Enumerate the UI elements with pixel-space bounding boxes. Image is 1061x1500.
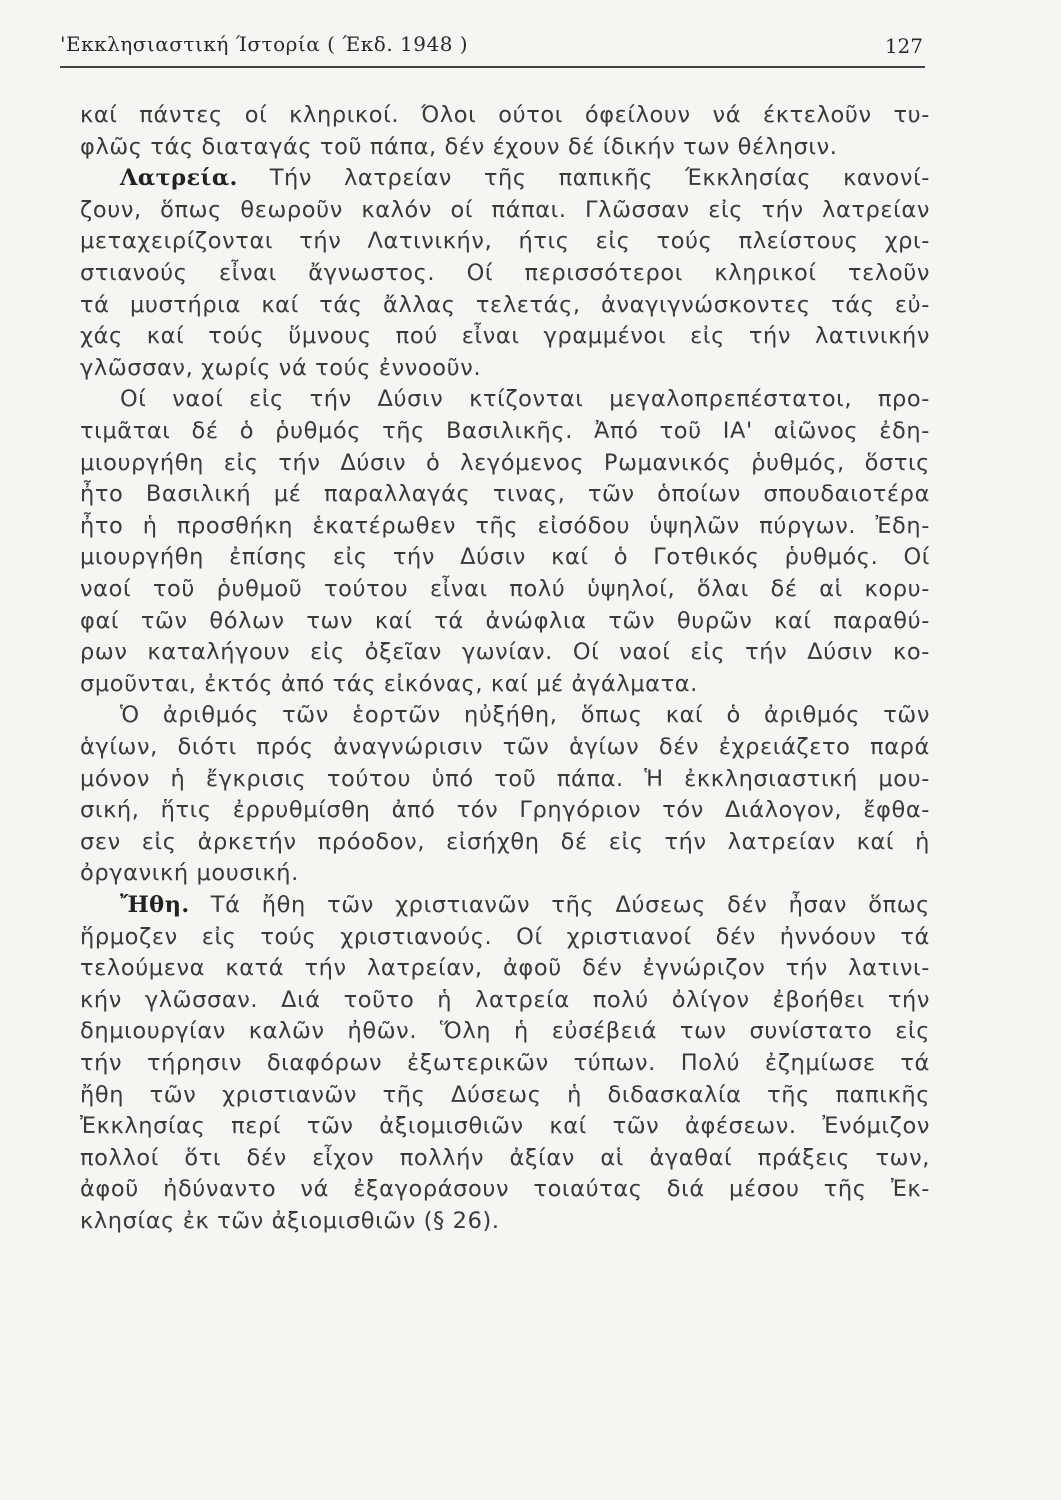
text-line: κλησίας ἐκ τῶν ἀξιομισθιῶν (§ 26). bbox=[80, 1208, 500, 1234]
text-line: καί πάντες οί κληρικοί. Όλοι ούτοι όφείλουν νά έκτελοῦν τυ- bbox=[80, 102, 930, 128]
text-line: χάς καί τούς ὕμνους πού εἶναι γραμμένοι εἰς τήν λατινικήν bbox=[80, 323, 930, 350]
text-line: σμοῦνται, ἐκτός ἀπό τάς εἰκόνας, καί μέ ἀγάλματα. bbox=[80, 670, 698, 697]
text-line: Ἤθη. Τά ἤθη τῶν χριστιανῶν τῆς Δύσεως δέν ἦσαν ὅπως bbox=[120, 892, 930, 918]
text-line: ἦτο Βασιλική μέ παραλλαγάς τινας, τῶν ὁποίων σπουδαιοτέρα bbox=[80, 481, 930, 508]
text-line: μόνον ἡ ἔγκρισις τούτου ὑπό τοῦ πάπα. Ἡ ἐκκλησιαστική μου- bbox=[80, 765, 930, 792]
section-rubric: Λατρεία. bbox=[120, 165, 238, 192]
text-line: γλῶσσαν, χωρίς νά τούς ἐννοοῦν. bbox=[80, 354, 482, 381]
section-rubric: Ἤθη. bbox=[120, 892, 190, 918]
page-number: 127 bbox=[884, 34, 923, 58]
text-line: ἦτο ἡ προσθήκη ἑκατέρωθεν τῆς εἰσόδου ὑψηλῶν πύργων. Ἐδη- bbox=[80, 512, 930, 539]
text-line: τήν τήρησιν διαφόρων ἐξωτερικῶν τύπων. Πολύ ἐζημίωσε τά bbox=[80, 1050, 930, 1076]
text-line: Ἐκκλησίας περί τῶν ἀξιομισθιῶν καί τῶν ἀφέσεων. Ἐνόμιζον bbox=[80, 1113, 930, 1140]
text-line: ναοί τοῦ ῥυθμοῦ τούτου εἶναι πολύ ὑψηλοί, ὅλαι δέ αἱ κορυ- bbox=[80, 576, 930, 602]
text-line: ἁγίων, διότι πρός ἀναγνώρισιν τῶν ἁγίων δέν ἐχρειάζετο παρά bbox=[80, 734, 930, 760]
text-line: μιουργήθη ἐπίσης εἰς τήν Δύσιν καί ὁ Γοτθικός ῥυθμός. Οί bbox=[80, 544, 930, 571]
text-line: μιουργήθη εἰς τήν Δύσιν ὁ λεγόμενος Ρωμανικός ῥυθμός, ὅστις bbox=[80, 449, 930, 476]
text-line: ὀργανική μουσική. bbox=[80, 860, 299, 887]
text-line: φλῶς τάς διαταγάς τοῦ πάπα, δέν έχουν δέ ίδικήν των θέλησιν. bbox=[80, 133, 838, 160]
text-line: μεταχειρίζονται τήν Λατινικήν, ήτις εἰς τούς πλείστους χρι- bbox=[80, 228, 930, 255]
text-line: σική, ἥτις ἐρρυθμίσθη ἀπό τόν Γρηγόριον τόν Διάλογον, ἔφθα- bbox=[80, 797, 930, 824]
text-line: τά μυστήρια καί τάς ἄλλας τελετάς, ἀναγιγνώσκοντες τάς εὐ- bbox=[80, 291, 930, 318]
text-line: πολλοί ὅτι δέν εἶχον πολλήν ἀξίαν αἱ ἀγαθαί πράξεις των, bbox=[80, 1144, 930, 1171]
text-line: ρων καταλήγουν εἰς ὀξεῖαν γωνίαν. Οί ναοί εἰς τήν Δύσιν κο- bbox=[80, 639, 930, 666]
text-line: Λατρεία. Τήν λατρείαν τῆς παπικῆς Έκκλησίας κανονί- bbox=[120, 165, 930, 192]
text-line: τιμᾶται δέ ὁ ῥυθμός τῆς Βασιλικῆς. Ἀπό τοῦ ΙΑ' αἰῶνος ἐδη- bbox=[80, 418, 930, 444]
header-rule bbox=[60, 66, 925, 68]
text-line: δημιουργίαν καλῶν ἠθῶν. Ὅλη ἡ εὐσέβειά των συνίστατο εἰς bbox=[80, 1018, 930, 1045]
text-line: τελούμενα κατά τήν λατρείαν, ἀφοῦ δέν ἐγνώριζον τήν λατινι- bbox=[80, 955, 930, 982]
running-head-title: 'Εκκλησιαστική Ίστορία ( Έκδ. 1948 ) bbox=[60, 32, 469, 56]
text-line: Ὁ ἀριθμός τῶν ἑορτῶν ηὐξήθη, ὅπως καί ὁ ἀριθμός τῶν bbox=[120, 702, 930, 729]
text-line: φαί τῶν θόλων των καί τά ἀνώφλια τῶν θυρῶν καί παραθύ- bbox=[80, 607, 930, 634]
text-line: ἥρμοζεν εἰς τούς χριστιανούς. Οί χριστιανοί δέν ἠννόουν τά bbox=[80, 923, 930, 950]
text-line: στιανούς εἶναι ἄγνωστος. Οί περισσότεροι κληρικοί τελοῦν bbox=[80, 260, 930, 286]
text-line: ζουν, ὅπως θεωροῦν καλόν οί πάπαι. Γλῶσσαν εἰς τήν λατρείαν bbox=[80, 196, 930, 223]
text-line: ἀφοῦ ἠδύναντο νά ἐξαγοράσουν τοιαύτας διά μέσου τῆς Ἐκ- bbox=[80, 1176, 930, 1203]
running-head bbox=[60, 22, 925, 62]
text-line: ἤθη τῶν χριστιανῶν τῆς Δύσεως ἡ διδασκαλία τῆς παπικῆς bbox=[80, 1081, 930, 1108]
text-line: Οί ναοί εἰς τήν Δύσιν κτίζονται μεγαλοπρεπέστατοι, προ- bbox=[120, 386, 930, 413]
text-line: σεν εἰς ἀρκετήν πρόοδον, εἰσήχθη δέ εἰς τήν λατρείαν καί ἡ bbox=[80, 828, 930, 855]
text-line: κήν γλῶσσαν. Διά τοῦτο ἡ λατρεία πολύ ὀλίγον ἐβοήθει τήν bbox=[80, 986, 930, 1013]
